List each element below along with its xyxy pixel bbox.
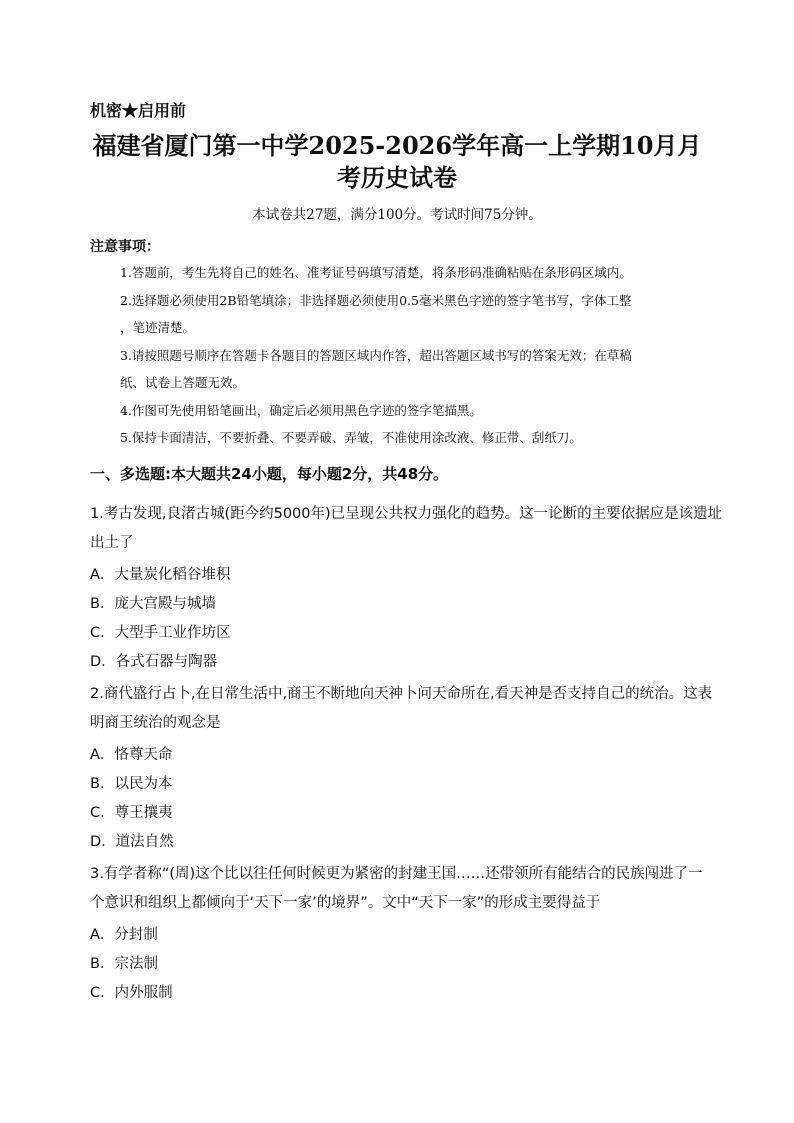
option-a: A．恪尊天命 — [90, 747, 173, 763]
option-d: D．道法自然 — [90, 834, 174, 850]
option-c: C．内外服制 — [90, 985, 173, 1001]
option-b: B．庞大宫殿与城墙 — [90, 596, 216, 612]
note-line: 4.作图可先使用铅笔画出，确定后必须用黑色字迹的签字笔描黑。 — [120, 403, 482, 418]
note-line: 1.答题前，考生先将自己的姓名、准考证号码填写清楚，将条形码准确粘贴在条形码区域内。 — [120, 265, 632, 280]
notes-heading: 注意事项： — [90, 239, 160, 255]
question-stem: 1.考古发现,良渚古城(距今约5000年)已呈现公共权力强化的趋势。这一论断的主要依据应是该遗址 — [90, 506, 723, 522]
question-stem: 3.有学者称“(周)这个比以往任何时候更为紧密的封建王国……还带领所有能结合的民族闯进了一 — [90, 866, 703, 882]
option-c: C．大型手工业作坊区 — [90, 625, 231, 641]
note-line: 5.保持卡面清洁，不要折叠、不要弄破、弄皱，不准使用涂改液、修正带、刮纸刀。 — [120, 430, 582, 445]
option-a: A．大量炭化稻谷堆积 — [90, 567, 231, 583]
exam-title-line2: 考历史试卷 — [337, 163, 457, 192]
note-line: 3.请按照题号顺序在答题卡各题目的答题区域内作答，超出答题区域书写的答案无效；在草稿 — [120, 348, 632, 363]
note-line: 纸、试卷上答题无效。 — [120, 375, 246, 390]
question-stem: 2.商代盛行占卜,在日常生活中,商王不断地向天神卜问天命所在,看天神是否支持自己的统治。这表 — [90, 686, 713, 702]
question-stem: 明商王统治的观念是 — [90, 715, 221, 731]
question-stem: 出土了 — [90, 535, 134, 551]
option-b: B．以民为本 — [90, 776, 173, 792]
option-d: D．各式石器与陶器 — [90, 654, 218, 670]
note-line: ，笔迹清楚。 — [120, 320, 196, 335]
question-stem: 个意识和组织上都倾向于‘天下一家’的境界”。文中“天下一家”的形成主要得益于 — [90, 895, 601, 911]
option-a: A．分封制 — [90, 927, 158, 943]
option-b: B．宗法制 — [90, 956, 158, 972]
exam-info: 本试卷共27题，满分100分。考试时间75分钟。 — [252, 207, 542, 223]
exam-title-line1: 福建省厦门第一中学2025-2026学年高一上学期10月月 — [92, 131, 702, 160]
secret-mark: 机密★启用前 — [90, 101, 187, 120]
section-title: 一、多选题:本大题共24小题，每小题2分，共48分。 — [90, 465, 449, 483]
option-c: C．尊王攘夷 — [90, 805, 173, 821]
note-line: 2.选择题必须使用2B铅笔填涂；非选择题必须使用0.5毫米黑色字迹的签字笔书写，字体工整 — [120, 293, 632, 308]
